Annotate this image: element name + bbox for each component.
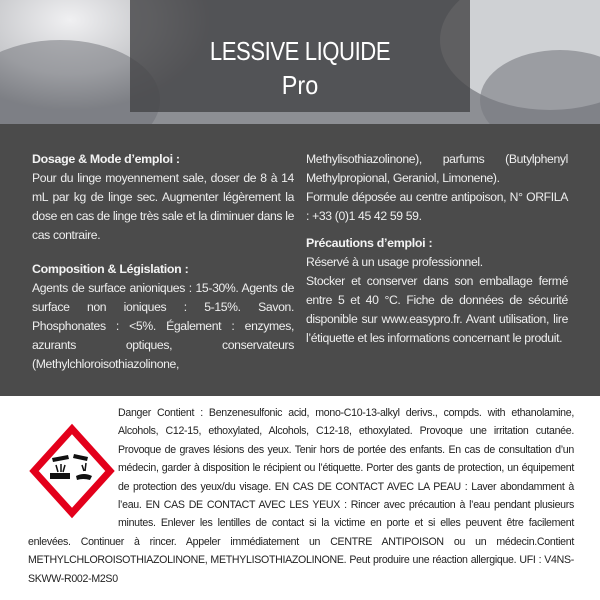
precautions-heading: Précautions d’emploi : <box>306 236 433 250</box>
product-subtitle: Pro <box>281 70 319 100</box>
left-column <box>32 150 294 374</box>
title-box <box>130 0 470 112</box>
hazard-text: Danger Contient : Benzenesulfonic acid, mono-C10-13-alkyl derivs., compds. with ethanolamine, Alcohols, C12-15, ethoxylated, Alcohols, C12-18, ethoxylated. Provoque une irritation cutanée. Provoque de graves lésions des yeux. Tenir hors de portée des enfants. En cas de consultation d’un médecin, garder à disposition le récipient ou l’étiquette. Porter des gants de protection, un équipement de protection des yeux/du visage. EN CAS DE CONTACT AVEC LA PEAU : Laver abondamment à l’eau. EN CAS DE CONTACT AVEC LES YEUX : Rincer avec précaution à l’eau pendant plusieurs minutes. Enlever les lentilles de contact si la victime en porte et si elles peuvent être facilement enlevées. Continuer à rincer. Appeler immédiatement un CENTRE ANTIPOISON ou un médecin.Contient METHYLCHLOROISOTHIAZOLINONE, METHYLISOTHIAZOLINONE. Peut produire une réaction allergique. UFI : V4NS-SKWW-R002-M2S0 <box>28 407 574 585</box>
info-panel <box>0 124 600 396</box>
composition-heading: Composition & Législation : <box>32 262 189 276</box>
dosage-text: Pour du linge moyennement sale, doser de 8 à 14 mL par kg de linge sec. Augmenter légèrement la dose en cas de linge très sale et la diminuer dans le cas contraire. <box>32 171 294 242</box>
right-column <box>306 150 568 348</box>
precautions-line1: Réservé à un usage professionnel. <box>306 255 483 269</box>
product-title: LESSIVE LIQUIDE <box>209 36 391 66</box>
product-photo-header <box>0 0 600 124</box>
corrosive-ghs05-icon <box>28 410 116 532</box>
hazard-warning <box>28 404 574 588</box>
composition-continued: Methylisothiazolinone), parfums (Butylphenyl Methylpropional, Geraniol, Limonene). <box>306 152 568 185</box>
composition-text: Agents de surface anioniques : 15-30%. Agents de surface non ioniques : 5-15%. Savon. Phosphonates : <5%. Également : enzymes, azurants optiques, conservateurs (Methylchloroisothiazolinone, <box>32 281 294 371</box>
precautions-text: Stocker et conserver dans son emballage fermé entre 5 et 40 °C. Fiche de données de sécurité disponible sur www.easypro.fr. Avant utilisation, lire l’étiquette et les informations concernant le produit. <box>306 274 568 345</box>
dosage-heading: Dosage & Mode d’emploi : <box>32 152 180 166</box>
orfila-text: Formule déposée au centre antipoison, N° ORFILA : +33 (0)1 45 42 59 59. <box>306 190 568 223</box>
